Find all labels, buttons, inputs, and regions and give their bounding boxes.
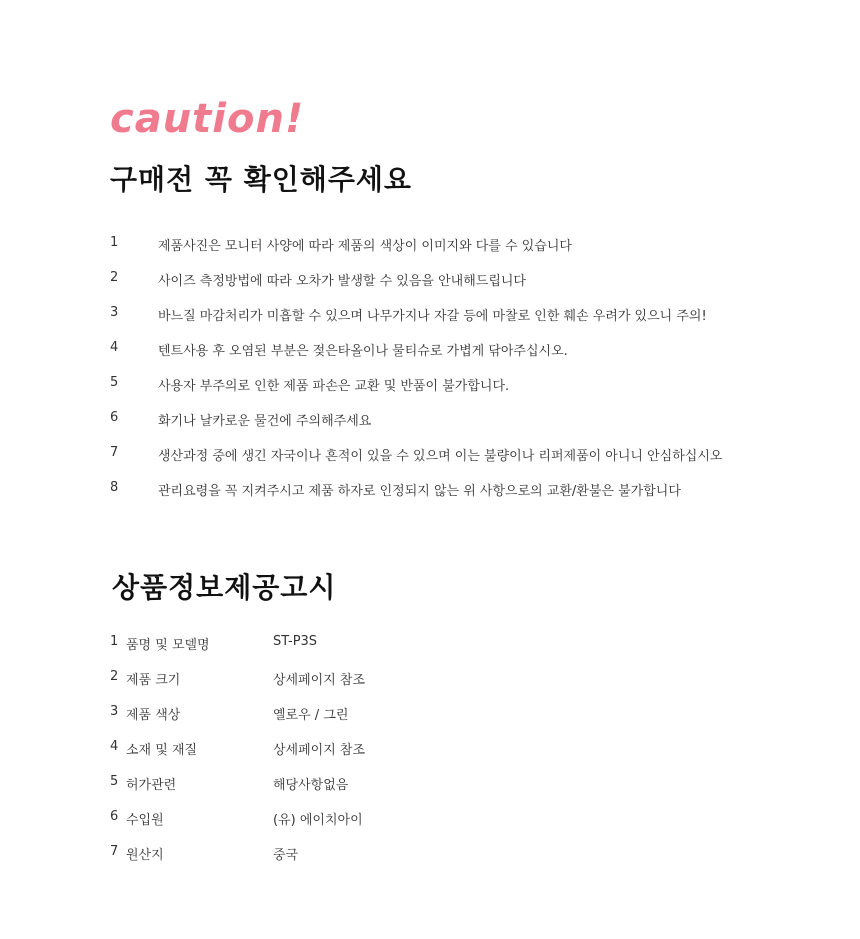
product-info-value: 상세페이지 참조 [273, 743, 366, 758]
caution-item [110, 305, 830, 340]
product-info-value: 해당사항없음 [273, 778, 349, 793]
caution-subheading: 구매전 꼭 확인해주세요 [110, 163, 412, 196]
product-info-number: 6 [110, 809, 119, 824]
caution-item-number: 8 [110, 480, 119, 495]
caution-item-text: 화기나 날카로운 물건에 주의해주세요 [158, 414, 372, 429]
caution-item-number: 6 [110, 410, 119, 425]
caution-item [110, 375, 830, 410]
caution-item-number: 2 [110, 270, 119, 285]
product-info-value: (유) 에이치아이 [273, 813, 363, 828]
caution-item-text: 관리요령을 꼭 지켜주시고 제품 하자로 인정되지 않는 위 사항으로의 교환/환불은 불가합니다 [158, 484, 681, 499]
caution-item-text: 생산과정 중에 생긴 자국이나 흔적이 있을 수 있으며 이는 불량이나 리퍼제품이 아니니 안심하십시오 [158, 449, 723, 464]
product-info-title: 상품정보제공고시 [112, 571, 337, 604]
product-info-value: 옐로우 / 그린 [273, 708, 349, 723]
product-info-number: 2 [110, 669, 119, 684]
product-info-label: 소재 및 재질 [126, 743, 198, 758]
product-info-number: 5 [110, 774, 119, 789]
product-info-table [110, 634, 610, 879]
product-info-number: 1 [110, 634, 119, 649]
caution-item-number: 7 [110, 445, 119, 460]
product-info-number: 3 [110, 704, 119, 719]
product-info-label: 품명 및 모델명 [126, 638, 210, 653]
caution-item-number: 5 [110, 375, 119, 390]
product-info-label: 수입원 [126, 813, 164, 828]
caution-item-text: 사용자 부주의로 인한 제품 파손은 교환 및 반품이 불가합니다. [158, 379, 510, 394]
product-info-label: 제품 색상 [126, 708, 181, 723]
caution-item [110, 270, 830, 305]
product-info-row [110, 739, 610, 774]
product-info-row [110, 809, 610, 844]
product-info-label: 원산지 [126, 848, 164, 863]
product-info-row [110, 844, 610, 879]
caution-item [110, 410, 830, 445]
product-info-row [110, 634, 610, 669]
product-info-value: ST-P3S [273, 634, 318, 649]
product-info-label: 제품 크기 [126, 673, 181, 688]
caution-item-text: 텐트사용 후 오염된 부분은 젖은타올이나 물티슈로 가볍게 닦아주십시오. [158, 344, 568, 359]
caution-item-text: 사이즈 측정방법에 따라 오차가 발생할 수 있음을 안내해드립니다 [158, 274, 526, 289]
product-info-number: 4 [110, 739, 119, 754]
caution-item-text: 바느질 마감처리가 미흡할 수 있으며 나무가지나 자갈 등에 마찰로 인한 훼손 우려가 있으니 주의! [158, 309, 707, 324]
product-info-value: 상세페이지 참조 [273, 673, 366, 688]
caution-item [110, 235, 830, 270]
caution-item-number: 4 [110, 340, 119, 355]
product-info-row [110, 774, 610, 809]
caution-item [110, 445, 830, 480]
product-info-value: 중국 [273, 848, 299, 863]
caution-heading: caution! [110, 96, 305, 142]
product-info-number: 7 [110, 844, 119, 859]
caution-list [110, 235, 830, 515]
caution-item-text: 제품사진은 모니터 사양에 따라 제품의 색상이 이미지와 다를 수 있습니다 [158, 239, 572, 254]
product-info-row [110, 704, 610, 739]
product-info-row [110, 669, 610, 704]
product-info-label: 허가관련 [126, 778, 177, 793]
caution-item [110, 340, 830, 375]
caution-item [110, 480, 830, 515]
caution-item-number: 3 [110, 305, 119, 320]
caution-item-number: 1 [110, 235, 119, 250]
